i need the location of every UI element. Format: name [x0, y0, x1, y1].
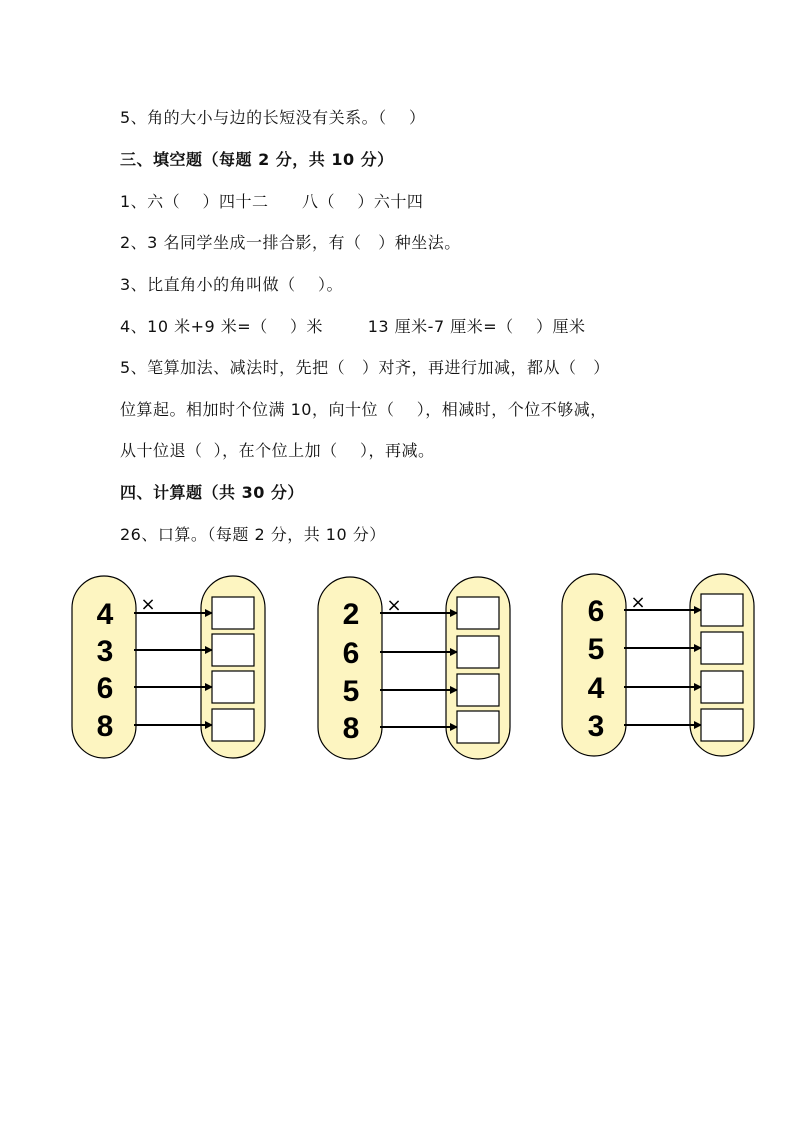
answer-box[interactable] — [457, 711, 499, 743]
question-line: 从十位退（ ），在个位上加（ ），再减。 — [120, 441, 435, 460]
multiplicand-number: 6 — [96, 672, 114, 705]
multiply-sign: × — [140, 594, 156, 615]
answer-box[interactable] — [701, 709, 743, 741]
multiply-sign: × — [386, 595, 402, 616]
multiplicand-number: 6 — [342, 637, 360, 670]
question-line: 2、3 名同学坐成一排合影，有（ ）种坐法。 — [120, 233, 461, 252]
multiplicand-number: 8 — [342, 712, 360, 745]
question-line: 5、角的大小与边的长短没有关系。（ ） — [120, 108, 426, 127]
answer-box[interactable] — [701, 594, 743, 626]
answer-box[interactable] — [212, 634, 254, 666]
multiplicand-number: 3 — [587, 710, 605, 743]
question-line: 4、10 米+9 米=（ ）米 13 厘米-7 厘米=（ ）厘米 — [120, 317, 586, 336]
section-heading: 四、计算题（共 30 分） — [120, 483, 304, 502]
multiplication-group — [72, 576, 265, 758]
question-line: 26、口算。（每题 2 分，共 10 分） — [120, 525, 386, 544]
multiplicand-number: 6 — [587, 595, 605, 628]
question-line: 位算起。相加时个位满 10，向十位（ ），相减时，个位不够减， — [120, 400, 607, 419]
answer-box[interactable] — [212, 671, 254, 703]
multiplicand-number: 4 — [96, 598, 114, 631]
answer-box[interactable] — [701, 671, 743, 703]
question-line: 3、比直角小的角叫做（ ）。 — [120, 275, 344, 294]
question-line: 5、笔算加法、减法时，先把（ ）对齐，再进行加减，都从（ ） — [120, 358, 610, 377]
multiplication-group — [562, 574, 754, 756]
multiplicand-number: 5 — [587, 633, 605, 666]
answer-box[interactable] — [457, 636, 499, 668]
answer-box[interactable] — [701, 632, 743, 664]
multiply-sign: × — [630, 592, 646, 613]
answer-box[interactable] — [457, 597, 499, 629]
multiplicand-number: 2 — [342, 598, 360, 631]
multiplicand-number: 4 — [587, 672, 605, 705]
answer-box[interactable] — [212, 597, 254, 629]
multiplication-group — [318, 577, 510, 759]
multiplicand-number: 5 — [342, 675, 360, 708]
answer-box[interactable] — [457, 674, 499, 706]
answer-box[interactable] — [212, 709, 254, 741]
multiplicand-number: 3 — [96, 635, 114, 668]
question-line: 1、六（ ）四十二 八（ ）六十四 — [120, 192, 424, 211]
multiplicand-number: 8 — [96, 710, 114, 743]
section-heading: 三、填空题（每题 2 分，共 10 分） — [120, 150, 394, 169]
